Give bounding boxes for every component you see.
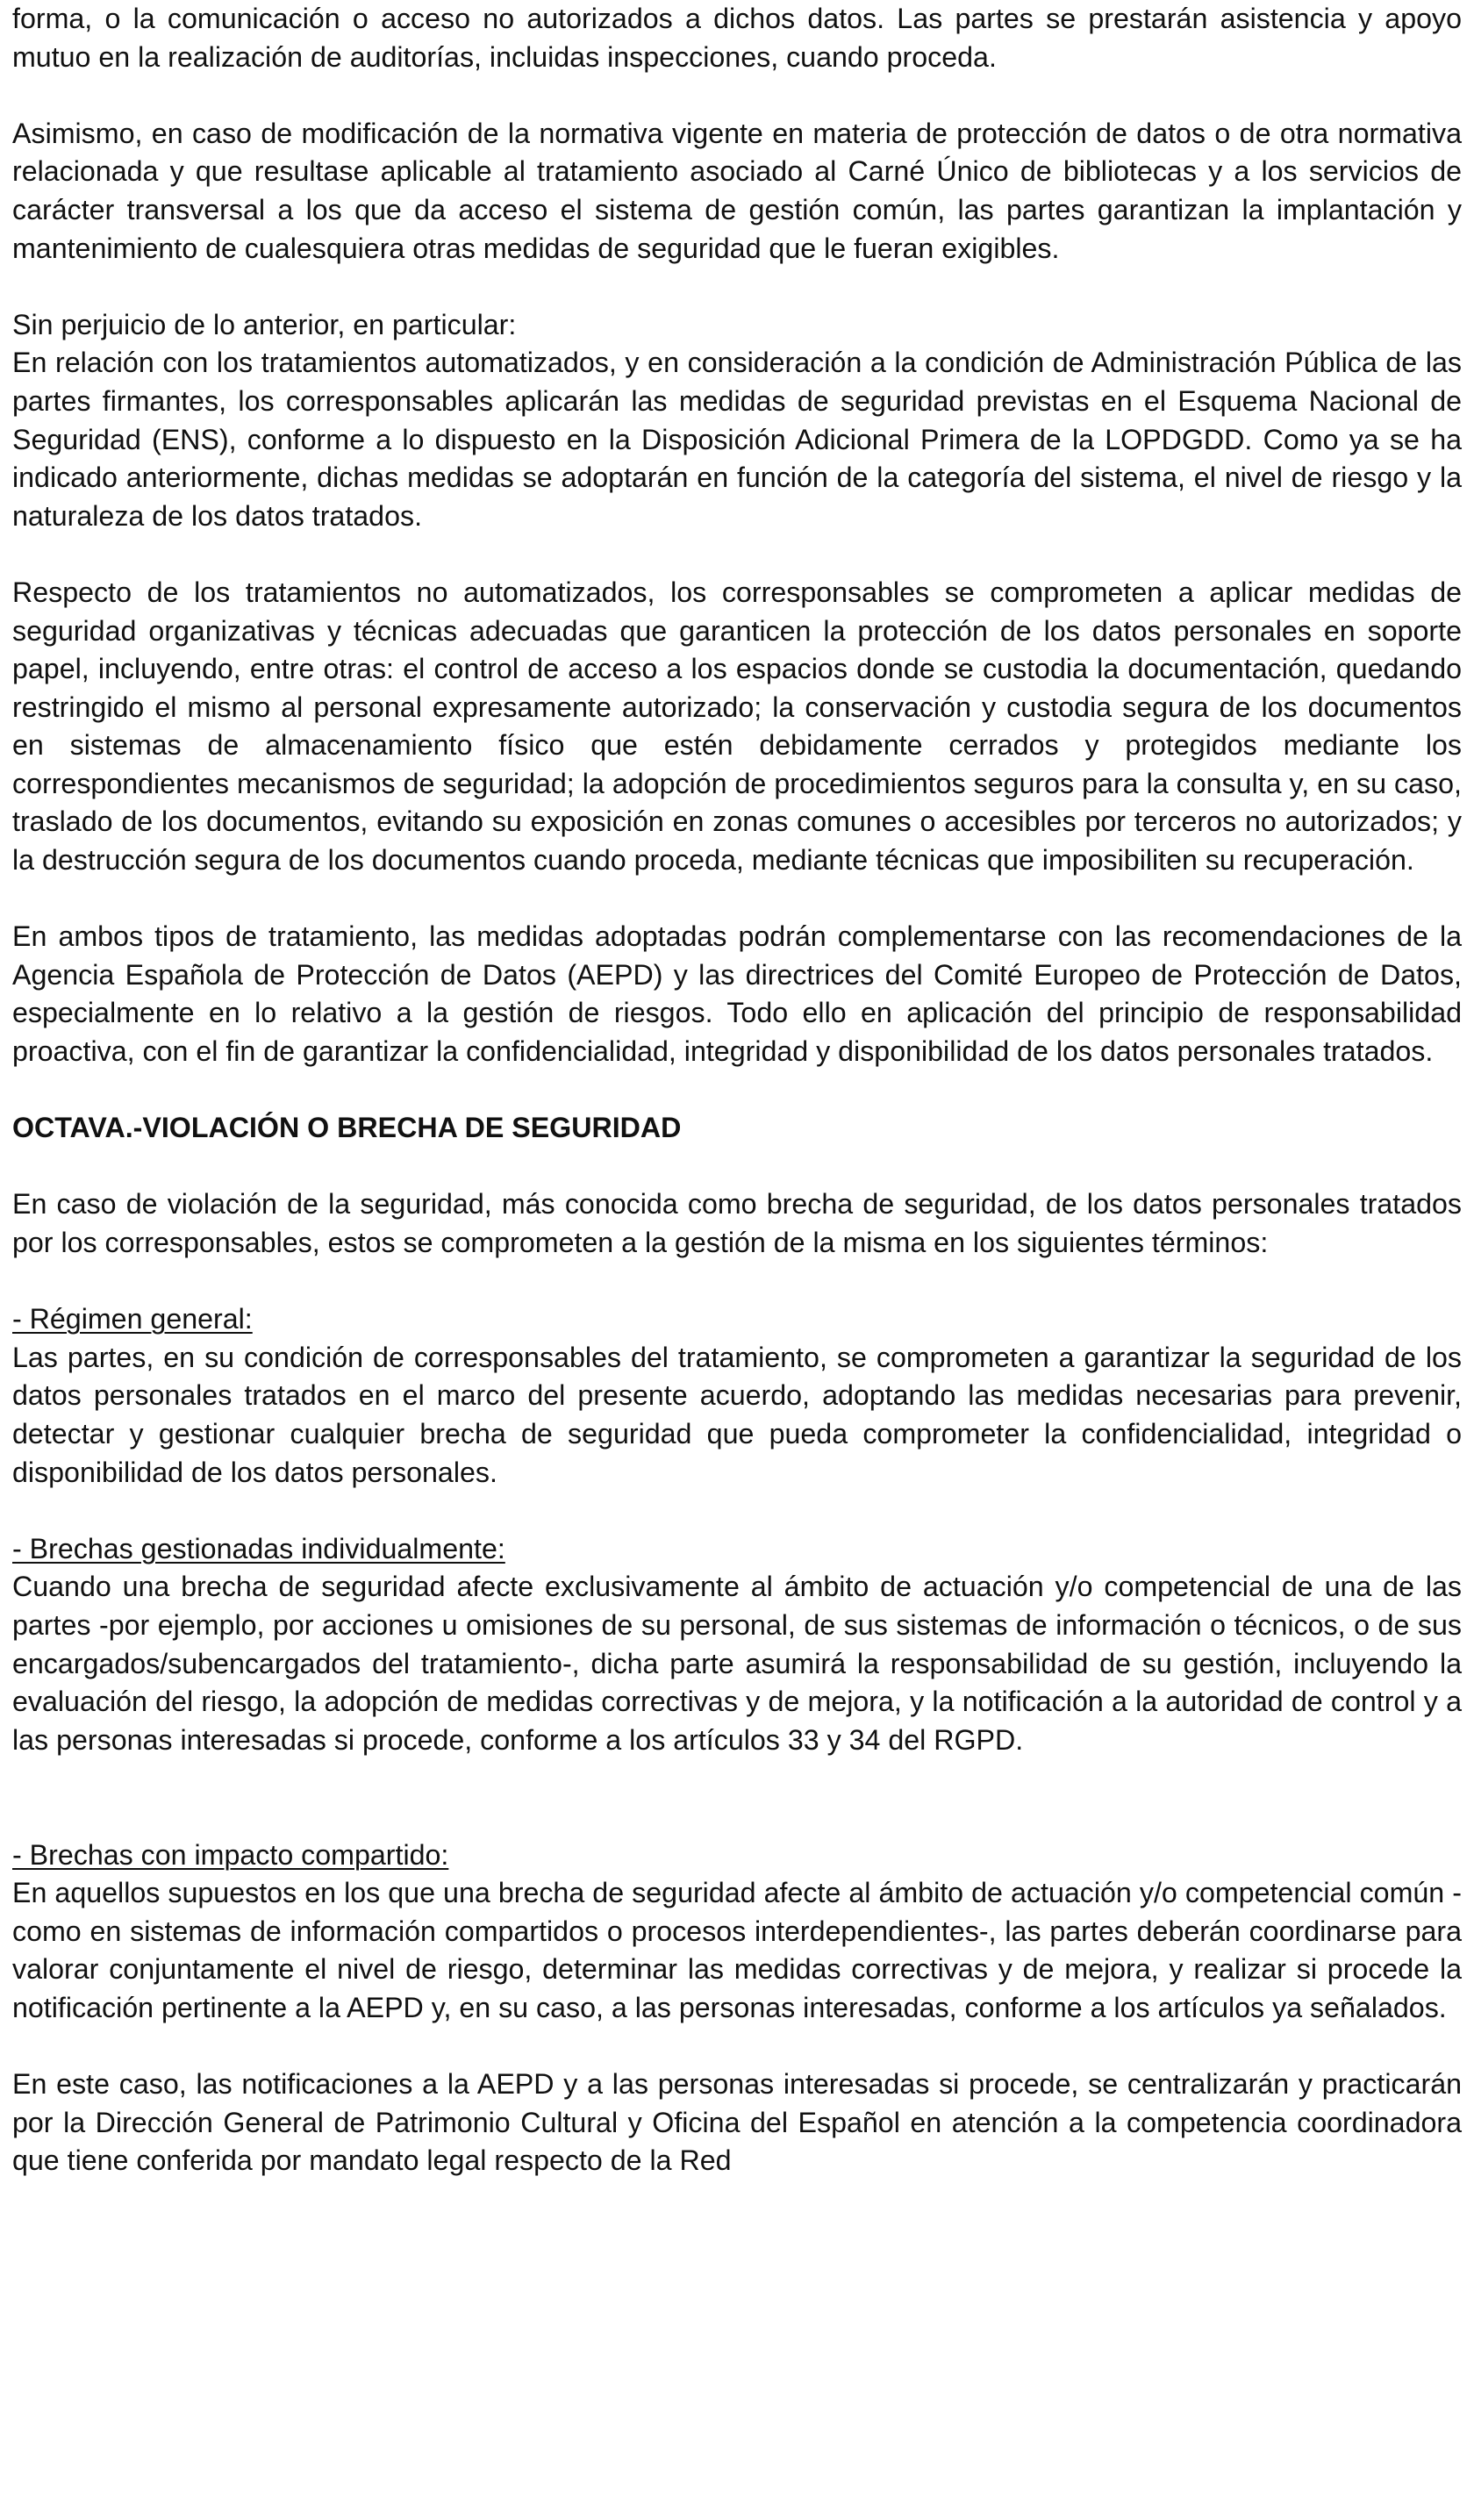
paragraph-breach-intro: En caso de violación de la seguridad, más conocida como brecha de seguridad, de los datos personales tratados por los corresponsables, estos se comprometen a la gestión de la misma en los siguientes términos:: [12, 1188, 1462, 1258]
paragraph-individual-breaches: Cuando una brecha de seguridad afecte exclusivamente al ámbito de actuación y/o competencial de una de las partes -por ejemplo, por acciones u omisiones de su personal, de sus sistemas de información o técnicos, o de sus encargados/subencargados del tratamiento-, dicha parte asumirá la responsabilidad de su gestión, incluyendo la evaluación del riesgo, la adopción de medidas correctivas y de mejora, y la notificación a la autoridad de control y a las personas interesadas si procede, conforme a los artículos 33 y 34 del RGPD.: [12, 1571, 1462, 1756]
paragraph-automated-treatments: En relación con los tratamientos automatizados, y en consideración a la condición de Administración Pública de las partes firmantes, los corresponsables aplicarán las medidas de seguridad previstas en el Esquema Nacional de Seguridad (ENS), conforme a lo dispuesto en la Disposición Adicional Primera de la LOPDGDD. Como ya se ha indicado anteriormente, dichas medidas se adoptarán en función de la categoría del sistema, el nivel de riesgo y la naturaleza de los datos tratados.: [12, 347, 1462, 532]
spacer: [12, 1071, 1462, 1110]
spacer: [12, 535, 1462, 574]
spacer: [12, 1263, 1462, 1301]
paragraph-general-regime: Las partes, en su condición de corresponsables del tratamiento, se comprometen a garantizar la seguridad de los datos personales tratados en el marco del presente acuerdo, adoptando las medidas necesarias para prevenir, detectar y gestionar cualquier brecha de seguridad que pueda comprometer la confidencialidad, integridad o disponibilidad de los datos personales.: [12, 1341, 1462, 1488]
paragraph-access-audits: forma, o la comunicación o acceso no autorizados a dichos datos. Las partes se prestarán asistencia y apoyo mutuo en la realización de auditorías, incluidas inspecciones, cuando proceda.: [12, 3, 1462, 73]
spacer: [12, 76, 1462, 115]
spacer: [12, 268, 1462, 306]
paragraph-centralized-notifications: En este caso, las notificaciones a la AEPD y a las personas interesadas si procede, se centralizarán y practicarán por la Dirección General de Patrimonio Cultural y Oficina del Español en atención a la competencia coordinadora que tiene conferida por mandato legal respecto de la Red: [12, 2068, 1462, 2177]
spacer: [12, 1759, 1462, 1836]
spacer: [12, 1148, 1462, 1186]
subheading-shared-breaches: - Brechas con impacto compartido:: [12, 1838, 449, 1871]
document-page: [12, 0, 1462, 2180]
paragraph-shared-breaches: En aquellos supuestos en los que una brecha de seguridad afecte al ámbito de actuación y/o competencial común -como en sistemas de información compartidos o procesos interdependientes-, las partes deberán coordinarse para valorar conjuntamente el nivel de riesgo, determinar las medidas correctivas y de mejora, y realizar si procede la notificación pertinente a la AEPD y, en su caso, a las personas interesadas, conforme a los artículos ya señalados.: [12, 1877, 1462, 2023]
spacer: [12, 880, 1462, 919]
paragraph-both-treatments: En ambos tipos de tratamiento, las medidas adoptadas podrán complementarse con las recomendaciones de la Agencia Española de Protección de Datos (AEPD) y las directrices del Comité Europeo de Protección de Datos, especialmente en lo relativo a la gestión de riesgos. Todo ello en aplicación del principio de responsabilidad proactiva, con el fin de garantizar la confidencialidad, integridad y disponibilidad de los datos personales tratados.: [12, 920, 1462, 1068]
spacer: [12, 2027, 1462, 2065]
paragraph-regulation-changes: Asimismo, en caso de modificación de la normativa vigente en materia de protección de datos o de otra normativa relacionada y que resultase aplicable al tratamiento asociado al Carné Único de bibliotecas y a los servicios de carácter transversal a los que da acceso el sistema de gestión común, las partes garantizan la implantación y mantenimiento de cualesquiera otras medidas de seguridad que le fueran exigibles.: [12, 117, 1462, 264]
paragraph-non-automated-treatments: Respecto de los tratamientos no automatizados, los corresponsables se comprometen a aplicar medidas de seguridad organizativas y técnicas adecuadas que garanticen la protección de los datos personales en soporte papel, incluyendo, entre otras: el control de acceso a los espacios donde se custodia la documentación, quedando restringido el mismo al personal expresamente autorizado; la conservación y custodia segura de los documentos en sistemas de almacenamiento físico que estén debidamente cerrados y protegidos mediante los correspondientes mecanismos de seguridad; la adopción de procedimientos seguros para la consulta y, en su caso, traslado de los documentos, evitando su exposición en zonas comunes o accesibles por terceros no autorizados; y la destrucción segura de los documentos cuando proceda, mediante técnicas que imposibiliten su recuperación.: [12, 576, 1462, 877]
subheading-general-regime: - Régimen general:: [12, 1303, 253, 1335]
spacer: [12, 1492, 1462, 1530]
paragraph-intro-particular: Sin perjuicio de lo anterior, en particular:: [12, 308, 517, 340]
section-heading-octava: OCTAVA.-VIOLACIÓN O BRECHA DE SEGURIDAD: [12, 1112, 682, 1144]
subheading-individual-breaches: - Brechas gestionadas individualmente:: [12, 1532, 505, 1564]
